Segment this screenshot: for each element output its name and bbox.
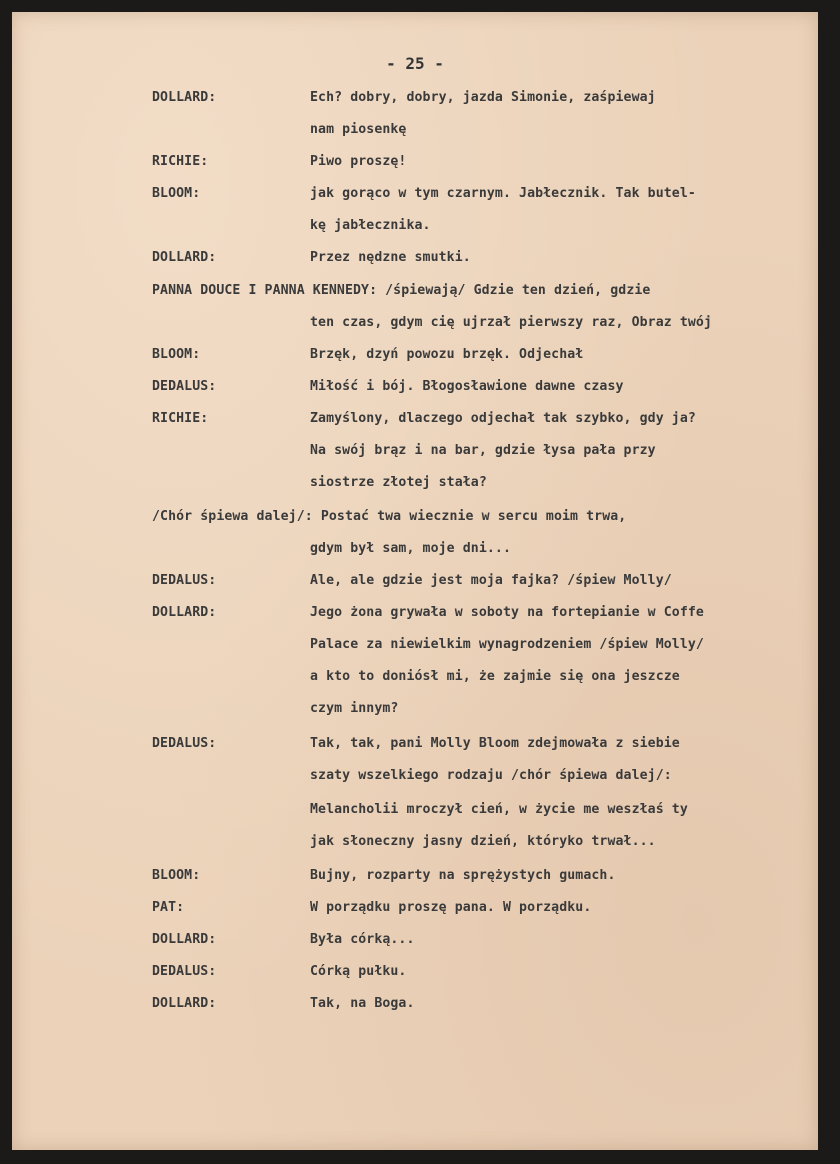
speaker-name: DEDALUS: [152, 736, 217, 751]
script-line [152, 900, 812, 922]
script-line [152, 573, 812, 595]
script-line [152, 250, 812, 272]
script-line [152, 768, 812, 790]
script-line [152, 509, 812, 531]
script-line [152, 868, 812, 890]
document-page [12, 12, 818, 1150]
dialogue-text: Ech? dobry, dobry, jazda Simonie, zaśpiewaj [310, 90, 656, 105]
script-line [152, 932, 812, 954]
speaker-name: DEDALUS: [152, 964, 217, 979]
dialogue-text: czym innym? [310, 701, 399, 716]
dialogue-text: Melancholii mroczył cień, w życie me weszłaś ty [310, 802, 688, 817]
dialogue-text: a kto to doniósł mi, że zajmie się ona jeszcze [310, 669, 680, 684]
dialogue-text: Przez nędzne smutki. [310, 250, 471, 265]
script-line [152, 347, 812, 369]
dialogue-text: Jego żona grywała w soboty na fortepianie w Coffe [310, 605, 704, 620]
speaker-name: DOLLARD: [152, 250, 217, 265]
dialogue-text: Córką pułku. [310, 964, 407, 979]
speaker-name: DOLLARD: [152, 90, 217, 105]
script-line [152, 90, 812, 112]
script-line [152, 186, 812, 208]
speaker-name: DOLLARD: [152, 605, 217, 620]
dialogue-text: Tak, tak, pani Molly Bloom zdejmowała z siebie [310, 736, 680, 751]
speaker-name: PAT: [152, 900, 185, 915]
dialogue-text: szaty wszelkiego rodzaju /chór śpiewa dalej/: [310, 768, 672, 783]
script-lines [12, 12, 818, 1150]
dialogue-text: siostrze złotej stała? [310, 475, 487, 490]
speaker-name: DOLLARD: [152, 996, 217, 1011]
script-line [152, 443, 812, 465]
script-line [152, 122, 812, 144]
script-line [152, 541, 812, 563]
script-line [152, 669, 812, 691]
script-line [152, 964, 812, 986]
script-line [152, 802, 812, 824]
speaker-name: RICHIE: [152, 411, 209, 426]
script-line [152, 834, 812, 856]
dialogue-text: Tak, na Boga. [310, 996, 415, 1011]
dialogue-text: W porządku proszę pana. W porządku. [310, 900, 592, 915]
script-line-full-text: PANNA DOUCE I PANNA KENNEDY: /śpiewają/ Gdzie ten dzień, gdzie [152, 283, 651, 298]
script-line [152, 379, 812, 401]
script-line [152, 637, 812, 659]
speaker-name: DEDALUS: [152, 379, 217, 394]
speaker-name: RICHIE: [152, 154, 209, 169]
dialogue-text: Palace za niewielkim wynagrodzeniem /śpiew Molly/ [310, 637, 704, 652]
dialogue-text: Bujny, rozparty na sprężystych gumach. [310, 868, 616, 883]
page-number: - 25 - [386, 54, 444, 73]
dialogue-text: jak słoneczny jasny dzień, któryko trwał... [310, 834, 656, 849]
script-line [152, 154, 812, 176]
script-line [152, 736, 812, 758]
speaker-name: DOLLARD: [152, 932, 217, 947]
script-line [152, 283, 812, 305]
script-line-full-text: /Chór śpiewa dalej/: Postać twa wiecznie w sercu moim trwa, [152, 509, 627, 524]
speaker-name: BLOOM: [152, 186, 201, 201]
speaker-name: DEDALUS: [152, 573, 217, 588]
dialogue-text: ten czas, gdym cię ujrzał pierwszy raz, Obraz twój [310, 315, 712, 330]
dialogue-text: nam piosenkę [310, 122, 407, 137]
dialogue-text: Miłość i bój. Błogosławione dawne czasy [310, 379, 624, 394]
script-line [152, 605, 812, 627]
dialogue-text: Brzęk, dzyń powozu brzęk. Odjechał [310, 347, 584, 362]
dialogue-text: Na swój brąz i na bar, gdzie łysa pała przy [310, 443, 656, 458]
script-line [152, 411, 812, 433]
speaker-name: BLOOM: [152, 868, 201, 883]
script-line [152, 996, 812, 1018]
dialogue-text: kę jabłecznika. [310, 218, 431, 233]
dialogue-text: Zamyślony, dlaczego odjechał tak szybko, gdy ja? [310, 411, 696, 426]
dialogue-text: jak gorąco w tym czarnym. Jabłecznik. Tak butel- [310, 186, 696, 201]
script-line [152, 701, 812, 723]
dialogue-text: Była córką... [310, 932, 415, 947]
script-line [152, 218, 812, 240]
dialogue-text: gdym był sam, moje dni... [310, 541, 511, 556]
speaker-name: BLOOM: [152, 347, 201, 362]
dialogue-text: Ale, ale gdzie jest moja fajka? /śpiew Molly/ [310, 573, 672, 588]
script-line [152, 315, 812, 337]
script-line [152, 475, 812, 497]
dialogue-text: Piwo proszę! [310, 154, 407, 169]
